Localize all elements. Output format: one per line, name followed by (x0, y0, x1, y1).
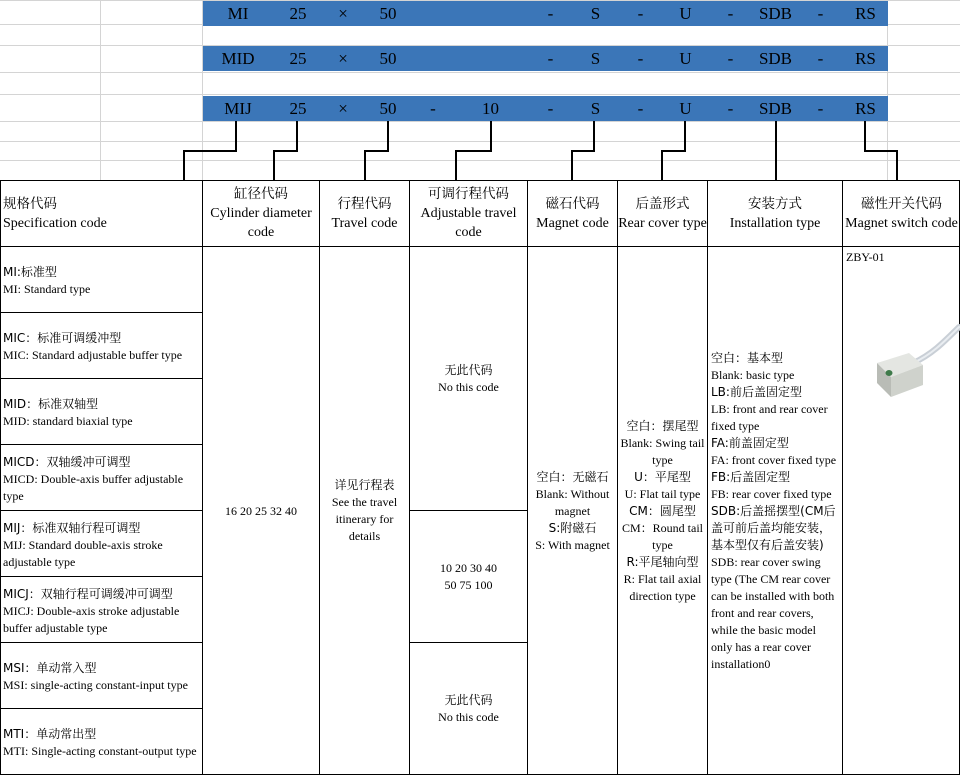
spec-item: MI:标准型 MI: Standard type (3, 265, 91, 296)
code-segment: - (547, 4, 554, 23)
code-segment: RS (855, 49, 876, 68)
header-rear-cover: 后盖形式 Rear cover type (618, 195, 707, 231)
spec-item: MID：标准双轴型 MID: standard biaxial type (3, 397, 133, 428)
cylinder-values: 16 20 25 32 40 (225, 503, 297, 518)
installation-cell: 空白：基本型 Blank: basic type LB:前后盖固定型 LB: front and rear cover fixed type FA:前盖固定型 FA: front cover fixed type FB:后盖固定型 FB: rear cover fixed type SDB:后盖摇摆型(CM后盖可前后盖均能安装，基本型仅有后盖安装) SDB: rear cover swing type (The CM rear cover can be installed with both front and rear covers, while the basic model only has a rear cover installation0 (711, 350, 837, 671)
code-segment: RS (855, 4, 876, 23)
code-segment: - (547, 49, 554, 68)
code-segment: × (338, 99, 348, 118)
magnetic-switch-image (851, 315, 960, 425)
code-segment: × (338, 4, 348, 23)
code-segment: SDB (758, 4, 793, 23)
travel-code-cell: 详见行程表 See the travel itinerary for details (331, 478, 398, 543)
code-segment: - (817, 4, 824, 23)
code-segment: 25 (289, 99, 307, 118)
code-segment: - (727, 49, 734, 68)
header-installation: 安装方式 Installation type (729, 195, 821, 231)
code-segment: 50 (379, 4, 397, 23)
magnet-cell: 空白：无磁石 Blank: Without magnet S:附磁石 S: With magnet (535, 469, 610, 552)
code-segment: SDB (758, 99, 793, 118)
code-segment: U (679, 4, 692, 23)
magnet-switch-cell: ZBY-01 (843, 247, 960, 775)
spec-item: MSI：单动常入型 MSI: single-acting constant-input type (3, 661, 188, 692)
code-segment: - (727, 99, 734, 118)
code-segment: - (637, 4, 644, 23)
header-adjustable: 可调行程代码 Adjustable travel code (420, 186, 517, 240)
code-segment: 25 (289, 4, 307, 23)
code-segment: SDB (758, 49, 793, 68)
code-segment: S (590, 49, 601, 68)
code-segment: 10 (482, 99, 499, 118)
header-magnet-switch: 磁性开关代码 Magnet switch code (845, 195, 958, 231)
code-segment: U (679, 99, 692, 118)
adjustable-values: 10 20 30 40 50 75 100 (440, 561, 497, 592)
spec-item: MIC：标准可调缓冲型 MIC: Standard adjustable buffer type (3, 331, 183, 362)
code-segment: U (679, 49, 692, 68)
spec-item: MIJ：标准双轴行程可调型 MIJ: Standard double-axis stroke adjustable type (3, 520, 163, 569)
header-magnet: 磁石代码 Magnet code (536, 195, 609, 231)
spec-item: MICJ：双轴行程可调缓冲可调型 MICJ: Double-axis stroke adjustable buffer adjustable type (3, 586, 180, 635)
header-cylinder: 缸径代码 Cylinder diameter code (210, 186, 312, 240)
code-segment: - (637, 49, 644, 68)
code-segment: - (430, 99, 436, 118)
header-spec: 规格代码 Specification code (3, 195, 107, 231)
adjustable-none-bottom: 无此代码 No this code (438, 693, 499, 724)
code-segment: - (547, 99, 554, 118)
code-segment: - (637, 99, 644, 118)
code-segment: MID (221, 49, 255, 68)
spec-item: MICD：双轴缓冲可调型 MICD: Double-axis buffer adjustable type (3, 454, 184, 503)
spec-item: MTI：单动常出型 MTI: Single-acting constant-output type (3, 727, 197, 758)
code-segment: S (590, 99, 601, 118)
code-segment: 50 (379, 49, 397, 68)
code-segment: MIJ (224, 99, 252, 118)
code-segment: RS (855, 99, 876, 118)
code-segment: 50 (379, 99, 397, 118)
rear-cover-cell: 空白：摆尾型 Blank: Swing tail type U：平尾型 U: Flat tail type CM：圆尾型 CM：Round tail type R:平尾轴向型 R: Flat tail axial direction type (620, 418, 705, 603)
header-travel: 行程代码 Travel code (331, 195, 398, 231)
code-segment: 25 (289, 49, 307, 68)
code-segment: × (338, 49, 348, 68)
code-segment: S (590, 4, 601, 23)
adjustable-none-top: 无此代码 No this code (438, 363, 499, 394)
connector-lines (0, 0, 960, 182)
code-segment: - (817, 99, 824, 118)
specification-table (0, 180, 960, 775)
code-segment: - (727, 4, 734, 23)
code-segment: - (817, 49, 824, 68)
code-segment: MI (227, 4, 249, 23)
